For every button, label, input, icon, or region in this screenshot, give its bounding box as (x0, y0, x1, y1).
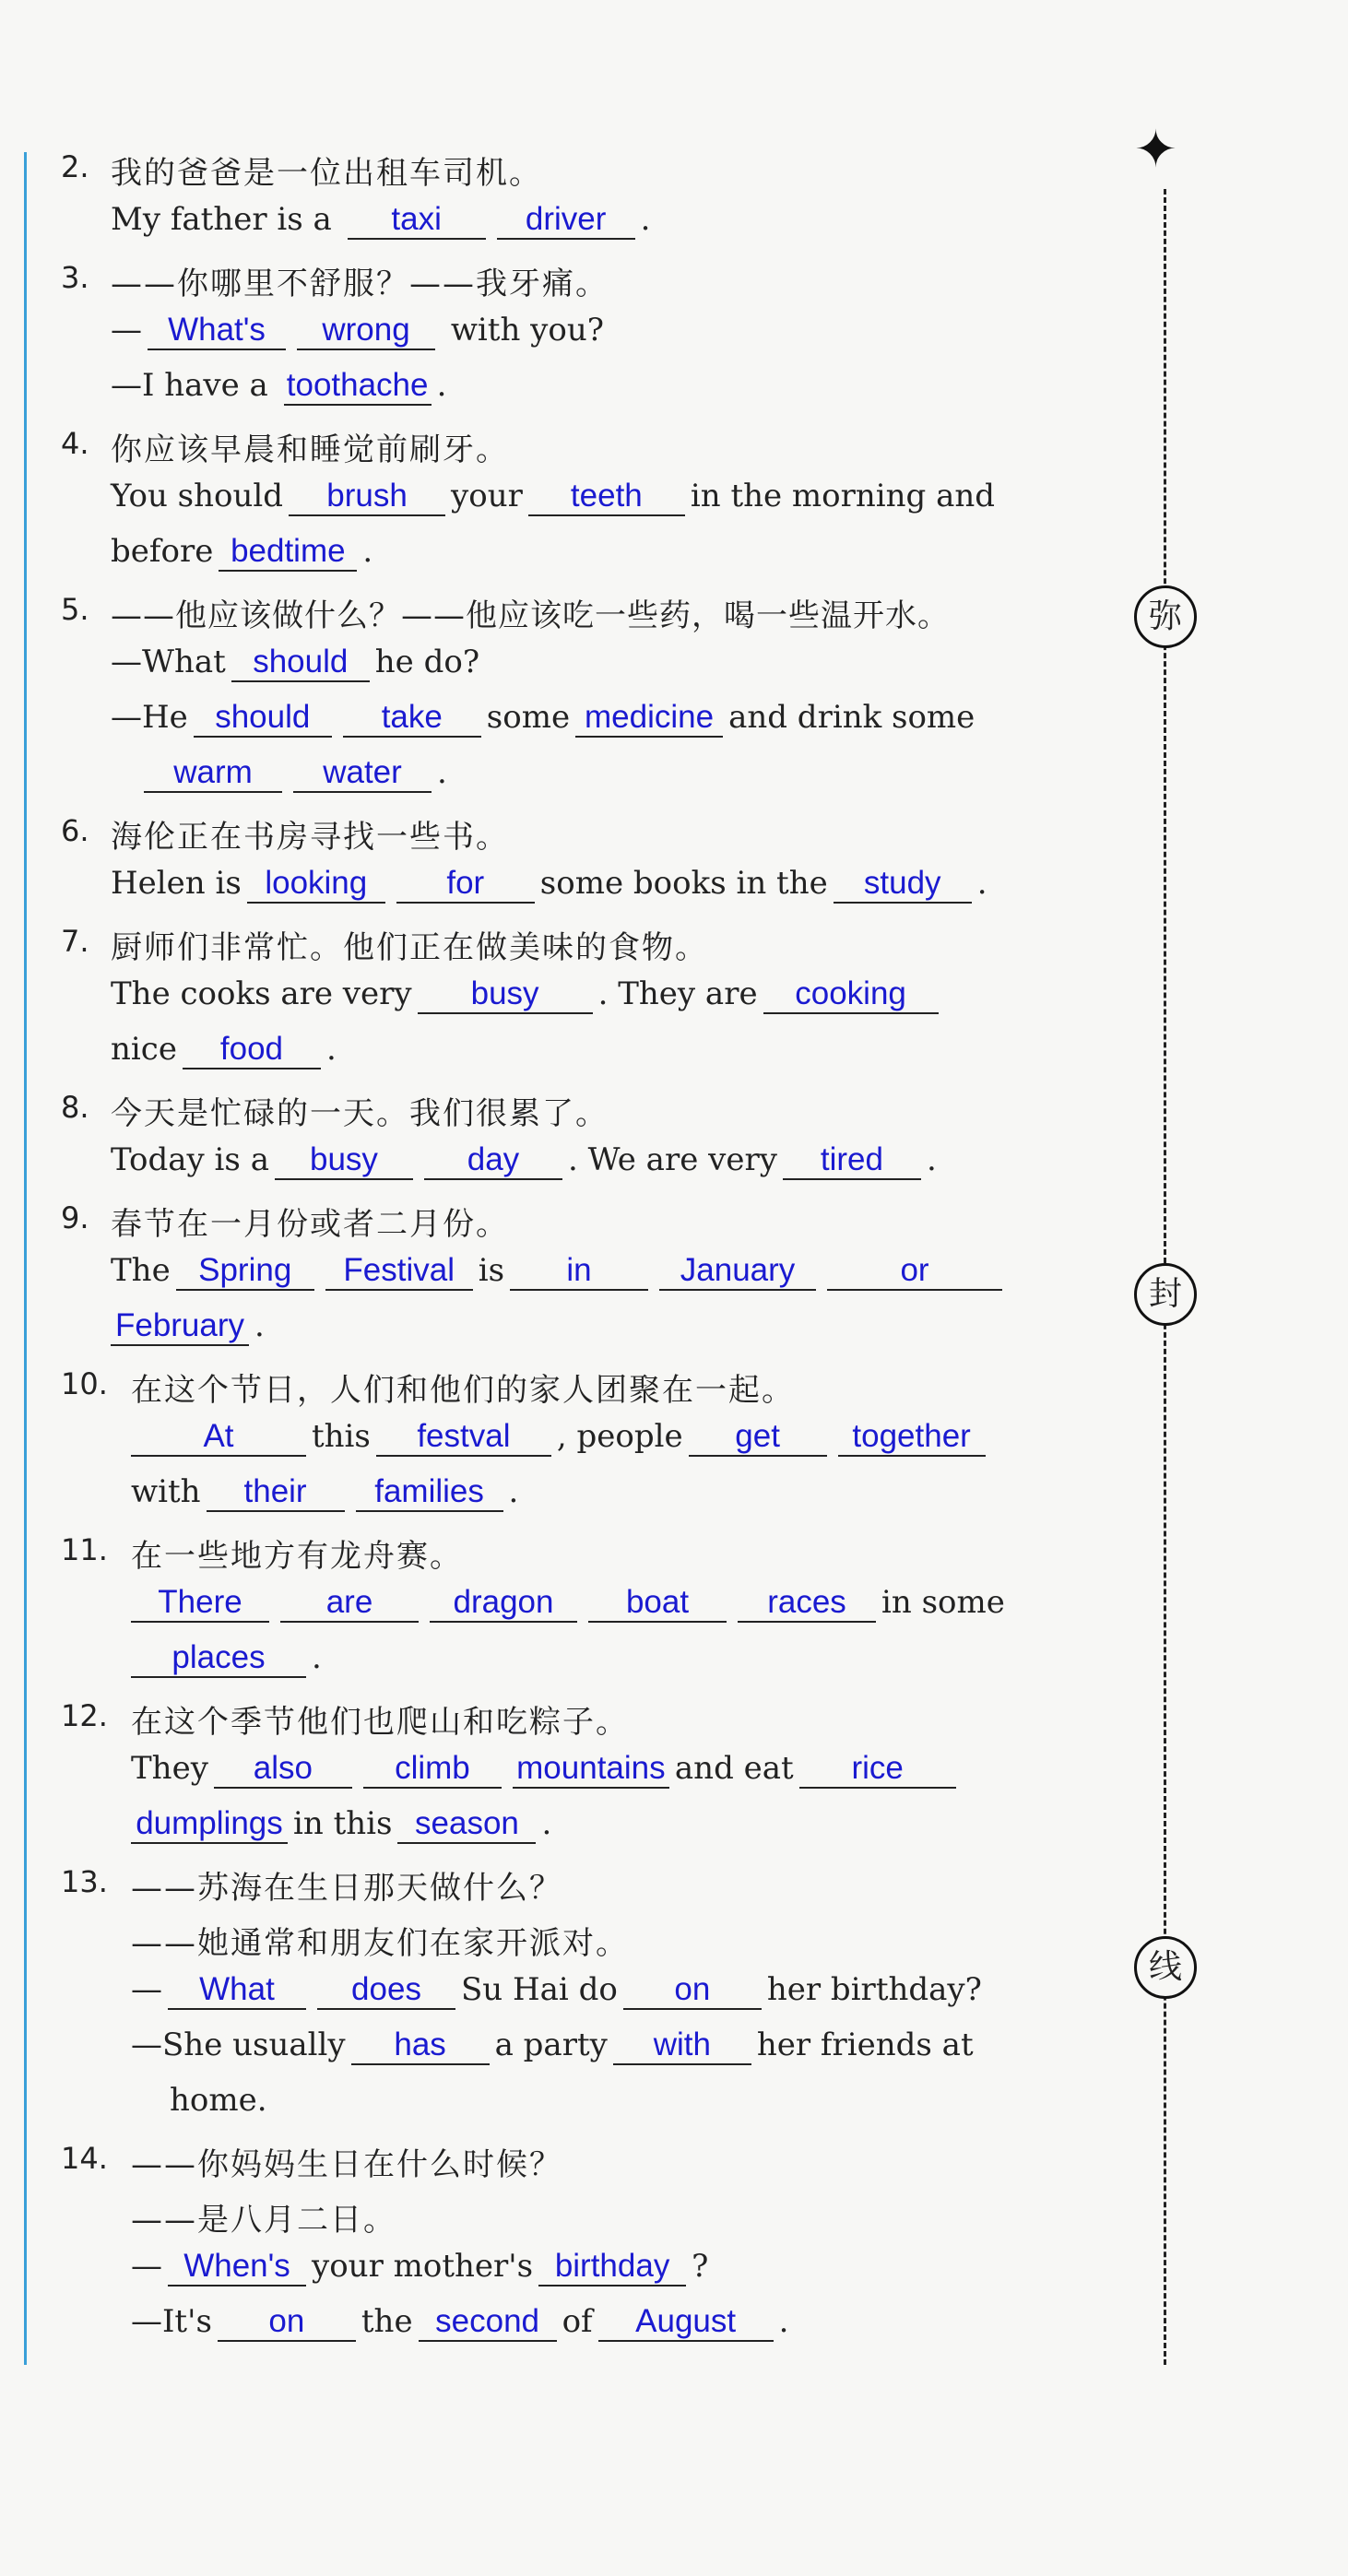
q2-english (111, 201, 650, 240)
q6-chinese: 海伦正在书房寻找一些书。 (111, 819, 509, 856)
text: The cooks are very (111, 975, 412, 1012)
text: this (312, 1418, 371, 1455)
answer-blank[interactable]: should (194, 699, 332, 738)
answer-blank[interactable]: wrong (297, 312, 435, 350)
q7-english-2 (111, 1031, 337, 1069)
answer-blank[interactable]: study (834, 865, 972, 904)
q5-chinese: ——他应该做什么？——他应该吃一些药，喝一些温开水。 (111, 597, 950, 634)
answer-blank[interactable]: toothache (284, 367, 432, 406)
q9-chinese: 春节在一月份或者二月份。 (111, 1206, 509, 1243)
answer-blank[interactable]: August (598, 2303, 774, 2342)
answer-blank[interactable]: bedtime (219, 533, 357, 572)
text: , people (556, 1418, 683, 1455)
answer-blank[interactable]: food (183, 1031, 321, 1069)
answer-blank[interactable]: Festival (325, 1252, 473, 1291)
text: . (254, 1307, 265, 1344)
text: You should (111, 478, 284, 514)
text: . (778, 2303, 789, 2340)
answer-blank[interactable]: medicine (575, 699, 723, 738)
q8-number: 8. (61, 1090, 89, 1125)
text: . (926, 1141, 937, 1178)
answer-blank[interactable]: cooking (763, 975, 939, 1014)
q10-english-1 (131, 1418, 991, 1457)
text: of (562, 2303, 593, 2340)
q11-english-2 (131, 1639, 322, 1678)
text: is (478, 1252, 505, 1289)
answer-blank[interactable]: looking (247, 865, 385, 904)
answer-blank[interactable]: January (659, 1252, 816, 1291)
answer-blank[interactable]: races (738, 1584, 876, 1623)
answer-blank[interactable]: should (231, 644, 370, 682)
text: My father is a (111, 201, 342, 238)
answer-blank[interactable]: boat (588, 1584, 727, 1623)
q3-chinese: ——你哪里不舒服？——我牙痛。 (111, 266, 609, 302)
text: Helen is (111, 865, 242, 902)
text: before (111, 533, 214, 570)
answer-blank[interactable]: their (207, 1473, 345, 1512)
text: in some (881, 1584, 1005, 1621)
text: Su Hai do (461, 1971, 618, 2008)
q10-chinese: 在这个节日，人们和他们的家人团聚在一起。 (131, 1372, 795, 1409)
answer-blank[interactable]: birthday (538, 2248, 686, 2286)
answer-blank[interactable]: for (396, 865, 535, 904)
q3-english-1 (111, 312, 604, 350)
q10-number: 10. (61, 1366, 108, 1401)
text: . (508, 1473, 519, 1510)
q8-chinese: 今天是忙碌的一天。我们很累了。 (111, 1095, 609, 1132)
answer-blank[interactable]: or (827, 1252, 1002, 1291)
text: — (111, 312, 142, 349)
answer-blank[interactable]: on (218, 2303, 356, 2342)
text: —I have a (111, 367, 278, 404)
q8-english (111, 1141, 937, 1180)
answer-blank[interactable]: does (317, 1971, 455, 2010)
q14-english-2 (131, 2303, 788, 2342)
seal-char-feng: 封 (1134, 1263, 1197, 1326)
q7-english-1 (111, 975, 944, 1014)
q14-english-1 (131, 2248, 708, 2286)
q2-chinese: 我的爸爸是一位出租车司机。 (111, 155, 542, 192)
answer-blank[interactable]: day (424, 1141, 562, 1180)
text: . We are very (567, 1141, 777, 1178)
q6-number: 6. (61, 813, 89, 848)
answer-blank[interactable]: When's (168, 2248, 306, 2286)
answer-blank[interactable]: rice (799, 1750, 956, 1789)
q10-english-2 (131, 1473, 518, 1512)
answer-blank[interactable]: busy (418, 975, 593, 1014)
text: — (131, 1971, 162, 2008)
answer-blank[interactable]: At (131, 1418, 306, 1457)
text: with (131, 1473, 201, 1510)
q9-english-2 (111, 1307, 265, 1346)
answer-blank[interactable]: festval (376, 1418, 551, 1457)
text: he do? (374, 644, 480, 680)
q14-chinese-2: ——是八月二日。 (131, 2202, 396, 2239)
q12-english-1 (131, 1750, 962, 1789)
text: some books in the (539, 865, 828, 902)
text: ? (692, 2248, 709, 2285)
text: The (111, 1252, 171, 1289)
text: home. (170, 2082, 267, 2119)
text: in the morning and (690, 478, 996, 514)
text: . (436, 367, 447, 404)
text: her birthday? (766, 1971, 982, 2008)
answer-blank[interactable]: tired (783, 1141, 921, 1180)
q13-english-1 (131, 1971, 982, 2010)
q14-chinese-1: ——你妈妈生日在什么时候？ (131, 2146, 562, 2183)
answer-blank[interactable]: has (351, 2027, 490, 2065)
text: some (486, 699, 571, 736)
answer-blank[interactable]: climb (363, 1750, 502, 1789)
answer-blank[interactable]: driver (497, 201, 635, 240)
answer-blank[interactable]: dragon (430, 1584, 577, 1623)
q6-english (111, 865, 987, 904)
answer-blank[interactable]: busy (275, 1141, 413, 1180)
answer-blank[interactable]: season (397, 1805, 536, 1844)
answer-blank[interactable]: teeth (528, 478, 685, 516)
answer-blank[interactable]: also (214, 1750, 352, 1789)
text: nice (111, 1031, 177, 1068)
q13-chinese-1: ——苏海在生日那天做什么？ (131, 1870, 562, 1907)
q12-chinese: 在这个季节他们也爬山和吃粽子。 (131, 1704, 629, 1741)
q4-chinese: 你应该早晨和睡觉前刷牙。 (111, 431, 509, 468)
text: . (640, 201, 651, 238)
answer-blank[interactable]: second (419, 2303, 557, 2342)
answer-blank[interactable]: mountains (513, 1750, 669, 1789)
star-icon: ✦ (1134, 120, 1177, 180)
q11-english-1 (131, 1584, 1005, 1623)
answer-blank[interactable]: water (293, 754, 432, 793)
answer-blank[interactable]: get (689, 1418, 827, 1457)
answer-blank[interactable]: together (838, 1418, 986, 1457)
text: . (312, 1639, 322, 1676)
text: . (325, 1031, 337, 1068)
seal-char-mi: 弥 (1134, 585, 1197, 648)
q5-english-2 (111, 699, 975, 738)
q4-english-2 (111, 533, 372, 572)
answer-blank[interactable]: with (613, 2027, 751, 2065)
text: . (437, 754, 447, 791)
answer-blank[interactable]: in (510, 1252, 648, 1291)
text: your mother's (312, 2248, 534, 2285)
text: the (361, 2303, 413, 2340)
text: . (541, 1805, 552, 1842)
text: a party (494, 2027, 608, 2063)
q9-number: 9. (61, 1200, 89, 1235)
q12-number: 12. (61, 1698, 108, 1733)
text: and drink some (728, 699, 976, 736)
text: and eat (674, 1750, 794, 1787)
answer-blank[interactable]: families (356, 1473, 503, 1512)
answer-blank[interactable]: take (343, 699, 481, 738)
answer-blank[interactable]: are (280, 1584, 419, 1623)
q2-number: 2. (61, 149, 89, 184)
answer-blank[interactable]: What (168, 1971, 306, 2010)
q14-number: 14. (61, 2141, 108, 2176)
text: . (362, 533, 373, 570)
q4-english-1 (111, 478, 995, 516)
q3-number: 3. (61, 260, 89, 295)
text: . (976, 865, 987, 902)
text: — (131, 2248, 162, 2285)
q11-number: 11. (61, 1532, 108, 1567)
q3-english-2 (111, 367, 446, 406)
answer-blank[interactable]: dumplings (131, 1805, 288, 1844)
q13-chinese-2: ——她通常和朋友们在家开派对。 (131, 1925, 629, 1962)
text: —It's (131, 2303, 212, 2340)
answer-blank[interactable]: There (131, 1584, 269, 1623)
left-margin-line (24, 152, 27, 2365)
q7-number: 7. (61, 924, 89, 959)
q11-chinese: 在一些地方有龙舟赛。 (131, 1538, 463, 1575)
answer-blank[interactable]: February (111, 1307, 249, 1346)
text: —He (111, 699, 188, 736)
text: with you? (450, 312, 604, 349)
text: your (451, 478, 523, 514)
q5-english-1 (111, 644, 479, 682)
q4-number: 4. (61, 426, 89, 461)
q12-english-2 (131, 1805, 551, 1844)
text: —What (111, 644, 226, 680)
answer-blank[interactable]: taxi (348, 201, 486, 240)
answer-blank[interactable]: warm (144, 754, 282, 793)
q13-english-2 (131, 2027, 974, 2065)
answer-blank[interactable]: Spring (176, 1252, 314, 1291)
answer-blank[interactable]: on (623, 1971, 762, 2010)
text: Today is a (111, 1141, 269, 1178)
text: in this (293, 1805, 393, 1842)
answer-blank[interactable]: brush (289, 478, 445, 516)
text: They (131, 1750, 208, 1787)
answer-blank[interactable]: places (131, 1639, 306, 1678)
seal-char-xian: 线 (1134, 1936, 1197, 1999)
q13-english-3 (170, 2082, 267, 2119)
q5-english-3 (138, 754, 447, 793)
q5-number: 5. (61, 592, 89, 627)
q13-number: 13. (61, 1864, 108, 1899)
answer-blank[interactable]: What's (148, 312, 286, 350)
text: . They are (597, 975, 758, 1012)
text: —She usually (131, 2027, 346, 2063)
text: her friends at (756, 2027, 974, 2063)
q7-chinese: 厨师们非常忙。他们正在做美味的食物。 (111, 929, 708, 966)
q9-english-1 (111, 1252, 1008, 1291)
